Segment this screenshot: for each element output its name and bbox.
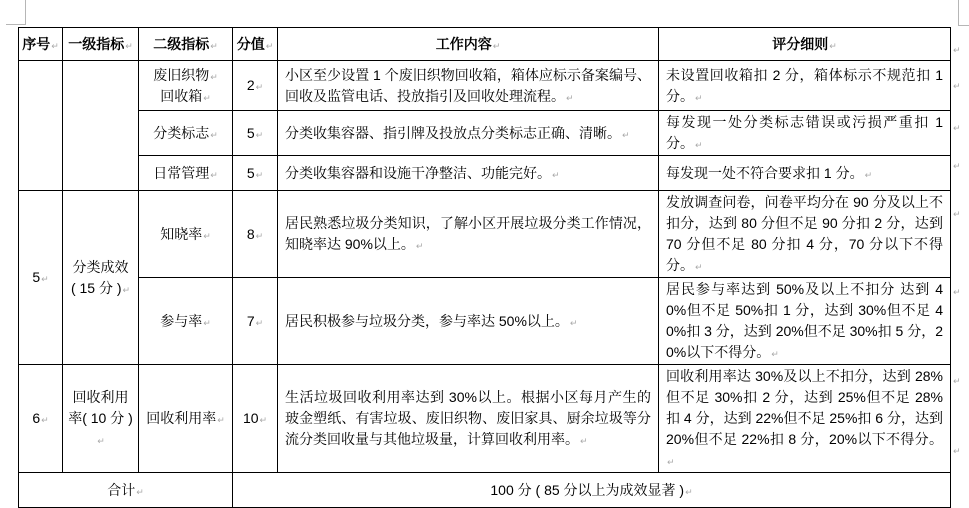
- cell-secondary-indicator: 分类标志↵: [139, 111, 233, 156]
- cell-scoring-rules: 居民参与率达到 50%及以上不扣分 达到 40%但不足 50%扣 1 分，达到 30%但不足 40%扣 3 分，达到 20%但不足 30%扣 5 分，20%以下不得分。↵: [659, 278, 951, 365]
- cell-work-content: 居民积极参与垃圾分类，参与率达 50%以上。↵: [278, 278, 659, 365]
- row-end-mark: ↵: [953, 162, 961, 172]
- cell-work-content: 分类收集容器和设施干净整洁、功能完好。↵: [278, 156, 659, 191]
- cell-serial: 6↵: [19, 365, 63, 473]
- page-margin-mark-top-right-vertical: [958, 0, 959, 25]
- page-margin-mark-top-left-vertical: [25, 0, 26, 24]
- row-end-mark: ↵: [953, 377, 961, 387]
- header-score: 分值↵: [233, 28, 278, 61]
- cell-secondary-indicator: 回收利用率↵: [139, 365, 233, 473]
- table-row: [19, 111, 951, 156]
- row-end-mark: ↵: [953, 447, 961, 457]
- cell-primary-indicator: 分类成效 ( 15 分 )↵: [63, 191, 139, 365]
- table-row: [19, 191, 951, 278]
- cell-scoring-rules: 发放调查问卷，问卷平均分在 90 分及以上不扣分，达到 80 分但不足 90 分扣 2 分，达到 70 分但不足 80 分扣 4 分，70 分以下不得分。↵: [659, 191, 951, 278]
- row-end-mark: ↵: [953, 288, 961, 298]
- table-total-row: [19, 473, 951, 508]
- table-row: [19, 61, 951, 111]
- cell-primary-indicator: 回收利用 率( 10 分 )↵: [63, 365, 139, 473]
- cell-secondary-indicator: 废旧织物↵ 回收箱↵: [139, 61, 233, 111]
- cell-primary-indicator-empty: [63, 61, 139, 191]
- cell-score: 8↵: [233, 191, 278, 278]
- cell-work-content: 小区至少设置 1 个废旧织物回收箱，箱体应标示备案编号、回收及监管电话、投放指引及回收处理流程。↵: [278, 61, 659, 111]
- table-row: [19, 156, 951, 191]
- cell-score: 10↵: [233, 365, 278, 473]
- table-row: [19, 278, 951, 365]
- cell-score: 2↵: [233, 61, 278, 111]
- cell-scoring-rules: 未设置回收箱扣 2 分，箱体标示不规范扣 1 分。↵: [659, 61, 951, 111]
- cell-score: 7↵: [233, 278, 278, 365]
- cell-total-label: 合计↵: [19, 473, 233, 508]
- cell-work-content: 分类收集容器、指引牌及投放点分类标志正确、清晰。↵: [278, 111, 659, 156]
- cell-work-content: 居民熟悉垃圾分类知识，了解小区开展垃圾分类工作情况，知晓率达 90%以上。↵: [278, 191, 659, 278]
- table-header-row: [19, 28, 951, 61]
- header-work-content: 工作内容↵: [278, 28, 659, 61]
- cell-scoring-rules: 回收利用率达 30%及以上不扣分，达到 28%但不足 30%扣 2 分，达到 25%但不足 28%扣 4 分，达到 22%但不足 25%扣 6 分，达到 20%但不足 22%扣 8 分，20%以下不得分。↵: [659, 365, 951, 473]
- cell-secondary-indicator: 日常管理↵: [139, 156, 233, 191]
- row-end-mark: ↵: [953, 210, 961, 220]
- table-row: [19, 365, 951, 473]
- row-end-mark: ↵: [953, 82, 961, 92]
- cell-secondary-indicator: 参与率↵: [139, 278, 233, 365]
- page-margin-mark-top-left-horizontal: [6, 24, 26, 25]
- cell-scoring-rules: 每发现一处不符合要求扣 1 分。↵: [659, 156, 951, 191]
- header-primary-indicator: 一级指标↵: [63, 28, 139, 61]
- cell-serial-empty: [19, 61, 63, 191]
- header-scoring-rules: 评分细则↵: [659, 28, 951, 61]
- cell-scoring-rules: 每发现一处分类标志错误或污损严重扣 1 分。↵: [659, 111, 951, 156]
- header-serial: 序号↵: [19, 28, 63, 61]
- header-secondary-indicator: 二级指标↵: [139, 28, 233, 61]
- page-margin-mark-top-right-horizontal: [958, 25, 969, 26]
- cell-total-value: 100 分 ( 85 分以上为成效显著 )↵: [233, 473, 951, 508]
- cell-score: 5↵: [233, 111, 278, 156]
- cell-serial: 5↵: [19, 191, 63, 365]
- scoring-table: [18, 27, 951, 508]
- row-end-mark: ↵: [953, 46, 961, 56]
- row-end-mark: ↵: [953, 124, 961, 134]
- cell-work-content: 生活垃圾回收利用率达到 30%以上。根据小区每月产生的玻金塑纸、有害垃圾、废旧织物、废旧家具、厨余垃圾等分流分类回收量与其他垃圾量，计算回收利用率。↵: [278, 365, 659, 473]
- cell-secondary-indicator: 知晓率↵: [139, 191, 233, 278]
- cell-score: 5↵: [233, 156, 278, 191]
